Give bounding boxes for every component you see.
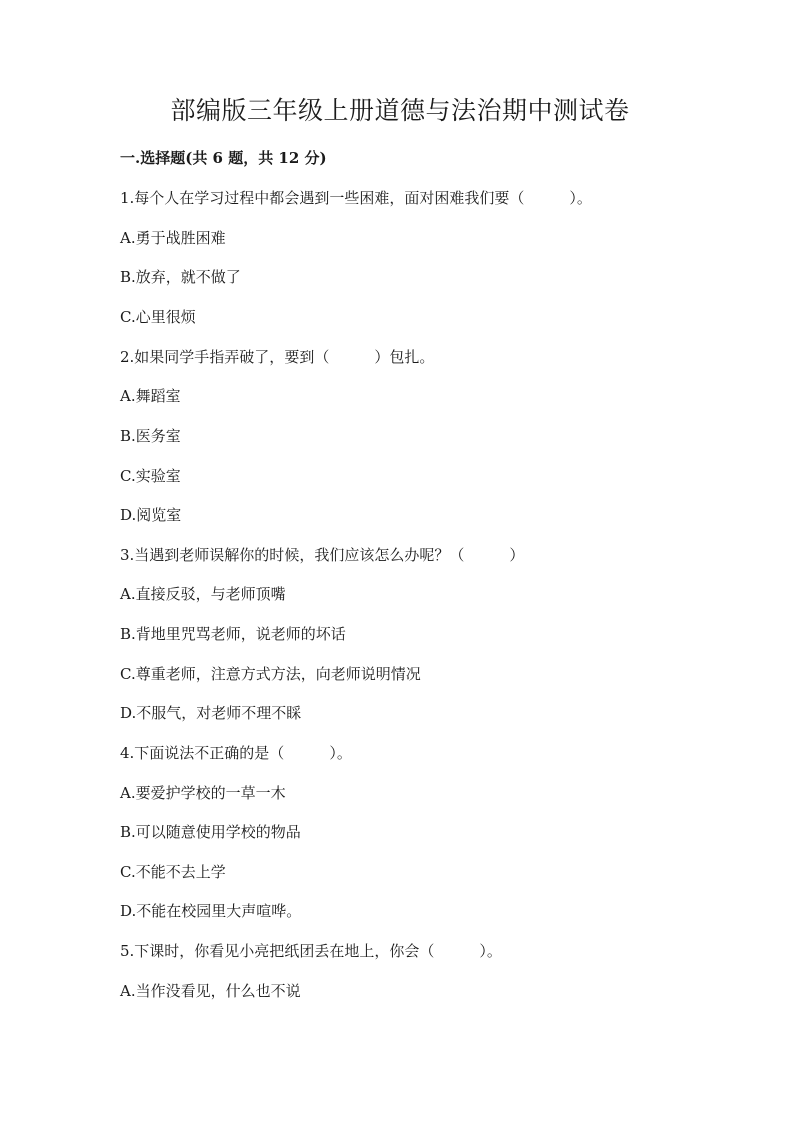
question-1-option-b: B.放弃，就不做了 bbox=[120, 268, 241, 286]
question-1-option-c: C.心里很烦 bbox=[120, 308, 196, 326]
question-5-stem: 5.下课时，你看见小亮把纸团丢在地上，你会（ ）。 bbox=[120, 942, 502, 960]
question-3-stem: 3.当遇到老师误解你的时候，我们应该怎么办呢？（ ） bbox=[120, 546, 525, 564]
question-3-option-d: D.不服气，对老师不理不睬 bbox=[120, 704, 302, 722]
question-4-option-d: D.不能在校园里大声喧哗。 bbox=[120, 902, 302, 920]
question-3-option-b: B.背地里咒骂老师，说老师的坏话 bbox=[120, 625, 346, 643]
question-4-stem: 4.下面说法不正确的是（ ）。 bbox=[120, 744, 352, 762]
section-heading: 一.选择题(共 6 题，共 12 分) bbox=[120, 149, 327, 167]
question-1-option-a: A.勇于战胜困难 bbox=[120, 229, 226, 247]
question-4-option-c: C.不能不去上学 bbox=[120, 863, 226, 881]
question-3-option-c: C.尊重老师，注意方式方法，向老师说明情况 bbox=[120, 665, 421, 683]
question-2-option-d: D.阅览室 bbox=[120, 506, 182, 524]
question-4-option-a: A.要爱护学校的一草一木 bbox=[120, 784, 286, 802]
question-2-stem: 2.如果同学手指弄破了，要到（ ）包扎。 bbox=[120, 348, 435, 366]
question-2-option-b: B.医务室 bbox=[120, 427, 181, 445]
question-1-stem: 1.每个人在学习过程中都会遇到一些困难，面对困难我们要（ ）。 bbox=[120, 189, 592, 207]
question-2-option-c: C.实验室 bbox=[120, 467, 181, 485]
question-2-option-a: A.舞蹈室 bbox=[120, 387, 181, 405]
question-4-option-b: B.可以随意使用学校的物品 bbox=[120, 823, 301, 841]
question-5-option-a: A.当作没看见，什么也不说 bbox=[120, 982, 301, 1000]
page-title: 部编版三年级上册道德与法治期中测试卷 bbox=[170, 96, 630, 125]
question-3-option-a: A.直接反驳，与老师顶嘴 bbox=[120, 585, 286, 603]
